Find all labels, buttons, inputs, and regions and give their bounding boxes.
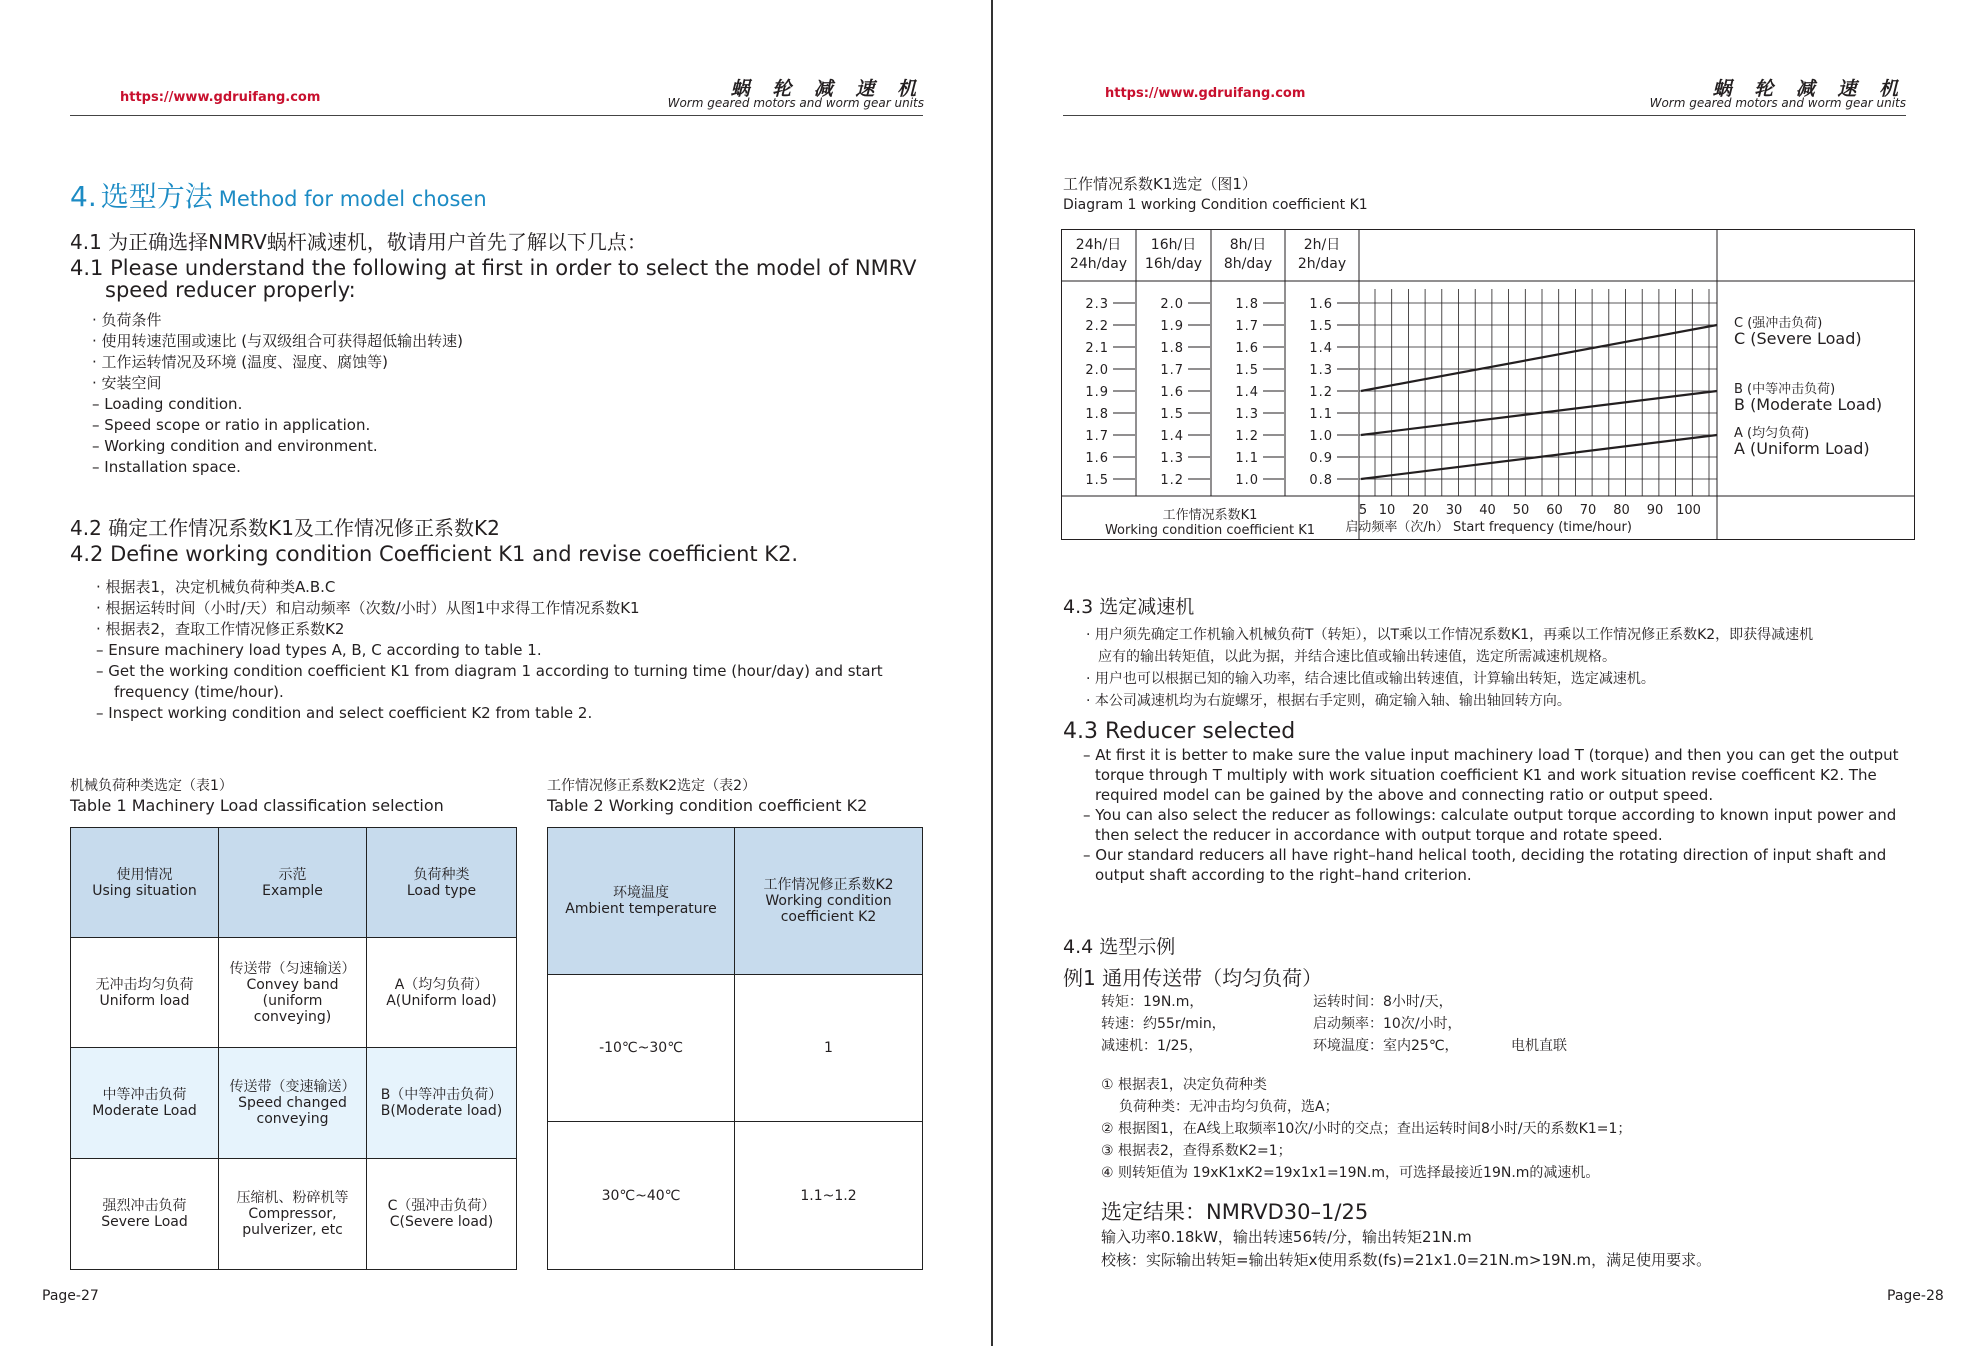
y-tick-label: 2.0 [1160, 297, 1184, 312]
param-reducer: 减速机：1/25， [1101, 1038, 1203, 1054]
param-motor: 电机直联 [1511, 1038, 1567, 1054]
y-tick-label: 1.7 [1085, 429, 1109, 444]
duty-label-en: 8h/day [1223, 256, 1273, 272]
list-item: · 用户须先确定工作机输入机械负荷T（转矩），以T乘以工作情况系数K1，再乘以工作情况修正系数K2，即获得减速机 [1086, 627, 1814, 643]
s42-list [96, 577, 883, 724]
y-tick-label: 1.2 [1160, 473, 1184, 488]
y-tick-label: 1.0 [1309, 429, 1333, 444]
table-cell: 1 [735, 975, 923, 1122]
s43-cn-heading: 4.3 选定减速机 [1063, 596, 1195, 618]
x-tick-label: 90 [1646, 503, 1664, 518]
y-tick-label: 0.9 [1309, 451, 1333, 466]
table1-header-situation: 使用情况 Using situation [71, 828, 219, 938]
param-speed: 转速：约55r/min， [1101, 1016, 1226, 1032]
s41-cn-heading: 4.1 为正确选择NMRV蜗杆减速机，敬请用户首先了解以下几点： [70, 230, 647, 254]
duty-label-en: 24h/day [1069, 256, 1128, 272]
y-tick-label: 2.0 [1085, 363, 1109, 378]
y-tick-label: 1.5 [1160, 407, 1184, 422]
table-cell: 无冲击均匀负荷 Uniform load [71, 938, 219, 1048]
table2 [547, 827, 923, 1270]
x-tick-label: 70 [1579, 503, 1597, 518]
y-tick-label: 1.8 [1160, 341, 1184, 356]
y-tick-label: 2.2 [1085, 319, 1109, 334]
list-item: – Ensure machinery load types A, B, C according to table 1. [96, 641, 542, 659]
x-tick-label: 50 [1512, 503, 1530, 518]
param-env-temp: 环境温度：室内25℃， [1313, 1038, 1459, 1054]
y-tick-label: 1.1 [1235, 451, 1259, 466]
y-tick-label: 1.4 [1160, 429, 1184, 444]
table1-header-example: 示范 Example [219, 828, 367, 938]
list-item: · 本公司减速机均为右旋螺牙，根据右手定则，确定输入轴、输出轴回转方向。 [1086, 693, 1571, 709]
table-cell: 传送带（匀速输送） Convey band (uniform conveying) [219, 938, 367, 1048]
website-url[interactable]: https://www.gdruifang.com [1105, 86, 1306, 101]
table-row [71, 1159, 517, 1270]
header-rule [1063, 115, 1906, 116]
series-label-en: A (Uniform Load) [1734, 439, 1870, 458]
duty-label-cn: 24h/日 [1075, 237, 1122, 253]
table-row [71, 938, 517, 1048]
list-item: – Inspect working condition and select coefficient K2 from table 2. [96, 704, 593, 722]
list-item: ③ 根据表2，查得系数K2=1； [1101, 1143, 1292, 1159]
list-item: · 用户也可以根据已知的输入功率，结合速比值或输出转速值，计算输出转矩，选定减速机。 [1086, 671, 1655, 687]
list-item: frequency (time/hour). [114, 683, 284, 701]
header-rule [70, 115, 923, 116]
x-tick-label: 5 [1358, 503, 1368, 518]
brand-en: Worm geared motors and worm gear units [1649, 96, 1906, 110]
list-item: – At first it is better to make sure the value input machinery load T (torque) and then you can get the output [1083, 746, 1899, 764]
table1 [70, 827, 517, 1270]
list-item: 负荷种类：无冲击均匀负荷，选A； [1119, 1099, 1339, 1115]
series-label-cn: B (中等冲击负荷) [1734, 382, 1836, 397]
series-line-c [1361, 325, 1717, 391]
y-tick-label: 1.6 [1309, 297, 1333, 312]
y-tick-label: 1.6 [1235, 341, 1259, 356]
list-item: · 根据运转时间（小时/天）和启动频率（次数/小时）从图1中求得工作情况系数K1 [96, 599, 640, 617]
table2-caption-en: Table 2 Working condition coefficient K2 [547, 796, 868, 815]
y-tick-label: 1.4 [1235, 385, 1259, 400]
selection-result: 选定结果：NMRVD30–1/25 [1101, 1200, 1369, 1224]
series-label-en: C (Severe Load) [1734, 329, 1862, 348]
brand-en: Worm geared motors and worm gear units [667, 96, 924, 110]
list-item: · 使用转速范围或速比 (与双级组合可获得超低输出转速) [92, 332, 464, 350]
steps-list [1101, 1074, 1631, 1184]
section-number: 4. [70, 180, 97, 213]
y-tick-label: 2.3 [1085, 297, 1109, 312]
table-row [548, 1122, 923, 1270]
left-page [0, 0, 991, 1346]
list-item: · 根据表2，查取工作情况修正系数K2 [96, 620, 345, 638]
list-item: then select the reducer in accordance with output torque and rotate speed. [1095, 826, 1663, 844]
table2-header-temperature: 环境温度 Ambient temperature [548, 828, 735, 975]
list-item: – Loading condition. [92, 395, 243, 413]
y-tick-label: 1.5 [1235, 363, 1259, 378]
s41-list [92, 310, 463, 478]
right-page [993, 0, 1984, 1346]
chart-lines [1361, 325, 1717, 479]
x-tick-label: 40 [1479, 503, 1496, 518]
example-title: 例1 通用传送带（均匀负荷） [1063, 966, 1323, 990]
website-url[interactable]: https://www.gdruifang.com [120, 90, 321, 105]
x-tick-label: 100 [1676, 503, 1701, 518]
table-cell: C（强冲击负荷） C(Severe load) [367, 1159, 517, 1270]
param-run-time: 运转时间：8小时/天， [1313, 994, 1453, 1010]
list-item: torque through T multiply with work situation coefficient K1 and work situation revise coefficent K2. The [1095, 766, 1877, 784]
y-tick-label: 1.5 [1085, 473, 1109, 488]
table-row [548, 828, 923, 975]
y-tick-label: 1.8 [1085, 407, 1109, 422]
table-cell: 30℃~40℃ [548, 1122, 735, 1270]
y-tick-label: 1.8 [1235, 297, 1259, 312]
y-tick-label: 0.8 [1309, 473, 1333, 488]
diagram-caption-cn: 工作情况系数K1选定（图1） [1063, 175, 1257, 193]
table2-header-k2: 工作情况修正系数K2 Working condition coefficient K2 [735, 828, 923, 975]
y-tick-label: 2.1 [1085, 341, 1109, 356]
y-tick-label: 1.1 [1309, 407, 1333, 422]
table1-caption-en: Table 1 Machinery Load classification selection [70, 796, 444, 815]
list-item: – You can also select the reducer as followings: calculate output torque according to known input power and [1083, 806, 1897, 824]
list-item: – Get the working condition coefficient K1 from diagram 1 according to turning time (hour/day) and start [96, 662, 883, 680]
y-tick-label: 1.3 [1160, 451, 1184, 466]
k1-diagram [1061, 229, 1915, 540]
table-cell: B（中等冲击负荷） B(Moderate load) [367, 1048, 517, 1159]
y-tick-label: 1.0 [1235, 473, 1259, 488]
list-item: · 工作运转情况及环境 (温度、湿度、腐蚀等) [92, 353, 389, 371]
table-row [71, 1048, 517, 1159]
s43-en-list [1083, 745, 1899, 885]
table-cell: 压缩机、粉碎机等 Compressor, pulverizer, etc [219, 1159, 367, 1270]
x-tick-label: 10 [1378, 503, 1396, 518]
y-tick-label: 1.6 [1085, 451, 1109, 466]
x-tick-label: 60 [1546, 503, 1563, 518]
chart-grid [1359, 289, 1717, 496]
list-item: required model can be gained by the above and connecting ratio or output speed. [1095, 786, 1714, 804]
s41-en-heading-2: speed reducer properly: [105, 278, 356, 302]
table-row [548, 975, 923, 1122]
x-tick-label: 80 [1613, 503, 1630, 518]
table-cell: A（均匀负荷） A(Uniform load) [367, 938, 517, 1048]
y-tick-label: 1.3 [1309, 363, 1333, 378]
list-item: – Installation space. [92, 458, 241, 476]
table-cell: 1.1~1.2 [735, 1122, 923, 1270]
y-tick-label: 1.5 [1309, 319, 1333, 334]
y-tick-label: 1.7 [1235, 319, 1259, 334]
y-tick-label: 1.9 [1085, 385, 1109, 400]
y-tick-label: 1.2 [1309, 385, 1333, 400]
table1-caption-cn: 机械负荷种类选定（表1） [70, 778, 233, 794]
y-tick-label: 1.4 [1309, 341, 1333, 356]
y-axis-label-cn: 工作情况系数K1 [1162, 508, 1258, 523]
list-item: output shaft according to the right–hand criterion. [1095, 866, 1472, 884]
page-number: Page-27 [42, 1288, 99, 1304]
x-tick-label: 30 [1445, 503, 1463, 518]
list-item: ② 根据图1，在A线上取频率10次/小时的交点；查出运转时间8小时/天的系数K1=1； [1101, 1121, 1632, 1137]
chart-ticks [1085, 297, 1358, 488]
table-cell: 传送带（变速输送） Speed changed conveying [219, 1048, 367, 1159]
section-title-cn: 选型方法 [100, 180, 213, 213]
list-item: 应有的输出转矩值，以此为据，并结合速比值或输出转速值，选定所需减速机规格。 [1098, 649, 1616, 665]
s42-cn-heading: 4.2 确定工作情况系数K1及工作情况修正系数K2 [70, 516, 500, 540]
table-row [71, 828, 517, 938]
result-line-1: 输入功率0.18kW，输出转速56转/分，输出转矩21N.m [1101, 1228, 1472, 1246]
list-item: – Speed scope or ratio in application. [92, 416, 371, 434]
brand-cn: 蜗 轮 减 速 机 [730, 78, 924, 100]
param-start-frequency: 启动频率：10次/小时， [1313, 1016, 1462, 1032]
y-tick-label: 1.6 [1160, 385, 1184, 400]
section-title [70, 175, 487, 215]
s43-cn-list [1086, 624, 1813, 712]
x-axis-label-en: Start frequency (time/hour) [1453, 520, 1632, 535]
brand-cn: 蜗 轮 减 速 机 [1712, 78, 1906, 100]
y-tick-label: 1.3 [1235, 407, 1259, 422]
chart-labels [1070, 237, 1882, 538]
s43-en-heading: 4.3 Reducer selected [1063, 719, 1296, 744]
series-label-cn: C (强冲击负荷) [1734, 316, 1823, 331]
result-line-2: 校核：实际输出转矩=输出转矩x使用系数(fs)=21x1.0=21N.m>19N.m，满足使用要求。 [1101, 1251, 1712, 1269]
y-tick-label: 1.2 [1235, 429, 1259, 444]
table1-header-loadtype: 负荷种类 Load type [367, 828, 517, 938]
list-item: · 根据表1，决定机械负荷种类A.B.C [96, 578, 336, 596]
list-item: · 负荷条件 [92, 311, 162, 329]
duty-label-cn: 16h/日 [1150, 237, 1197, 253]
duty-label-cn: 8h/日 [1229, 237, 1267, 253]
table-cell: -10℃~30℃ [548, 975, 735, 1122]
series-label-en: B (Moderate Load) [1734, 395, 1883, 414]
duty-label-en: 16h/day [1144, 256, 1203, 272]
duty-label-cn: 2h/日 [1303, 237, 1341, 253]
list-item: – Our standard reducers all have right–hand helical tooth, deciding the rotating direction of input shaft and [1083, 846, 1887, 864]
diagram-caption-en: Diagram 1 working Condition coefficient K1 [1063, 197, 1368, 213]
y-tick-label: 1.7 [1160, 363, 1184, 378]
list-item: ④ 则转矩值为 19xK1xK2=19x1x1=19N.m，可选择最接近19N.m的减速机。 [1101, 1165, 1600, 1181]
list-item: · 安装空间 [92, 374, 162, 392]
table-cell: 强烈冲击负荷 Severe Load [71, 1159, 219, 1270]
duty-label-en: 2h/day [1297, 256, 1347, 272]
s41-en-heading-1: 4.1 Please understand the following at first in order to select the model of NMRV [70, 256, 917, 280]
x-tick-label: 20 [1412, 503, 1429, 518]
table2-caption-cn: 工作情况修正系数K2选定（表2） [547, 778, 756, 794]
s42-en-heading: 4.2 Define working condition Coefficient K1 and revise coefficient K2. [70, 542, 799, 566]
x-axis-label-cn: 启动频率（次/h） [1345, 520, 1449, 535]
param-torque: 转矩：19N.m， [1101, 994, 1204, 1010]
page-number: Page-28 [1887, 1288, 1944, 1304]
list-item: ① 根据表1，决定负荷种类 [1101, 1077, 1267, 1093]
s44-heading: 4.4 选型示例 [1063, 936, 1176, 958]
y-axis-label-en: Working condition coefficient K1 [1104, 523, 1316, 538]
table-cell: 中等冲击负荷 Moderate Load [71, 1048, 219, 1159]
section-title-en: Method for model chosen [218, 187, 487, 211]
y-tick-label: 1.9 [1160, 319, 1184, 334]
list-item: – Working condition and environment. [92, 437, 378, 455]
series-label-cn: A (均匀负荷) [1734, 426, 1810, 441]
